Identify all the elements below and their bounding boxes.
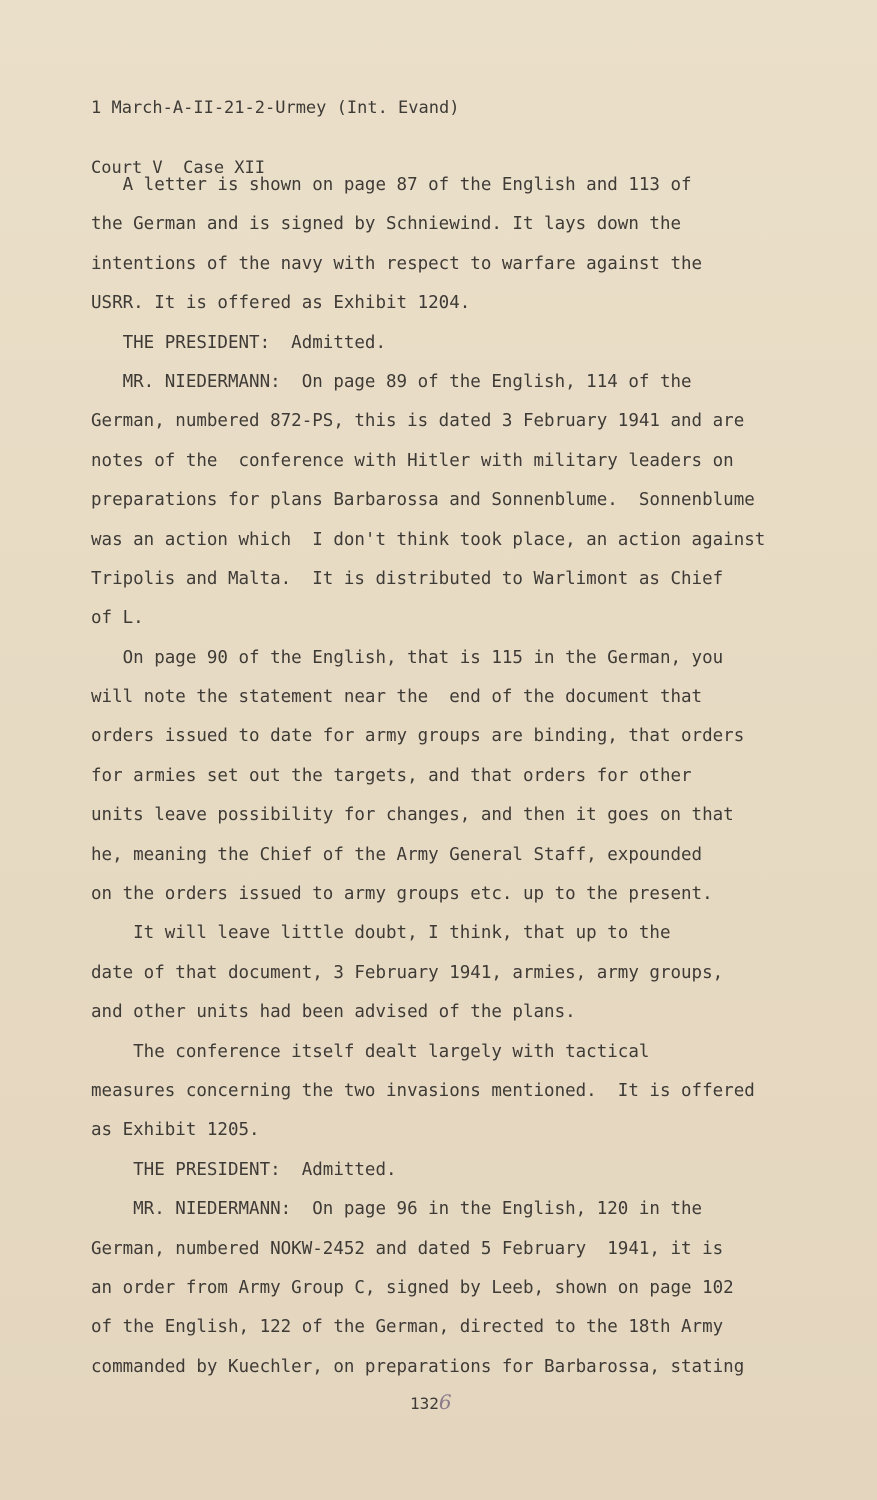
text-line: for armies set out the targets, and that orders for other: [91, 765, 692, 786]
text-line: German, numbered 872-PS, this is dated 3 February 1941 and are: [91, 411, 745, 432]
text-line: THE PRESIDENT: Admitted.: [91, 332, 387, 353]
page-number-handwritten: 6: [438, 1390, 452, 1414]
text-line: date of that document, 3 February 1941, armies, army groups,: [91, 962, 724, 983]
text-line: units leave possibility for changes, and then it goes on that: [91, 805, 734, 826]
header-line-2: Court V Case XII: [91, 158, 265, 178]
text-line: MR. NIEDERMANN: On page 96 in the English, 120 in the: [91, 1199, 703, 1220]
text-line: and other units had been advised of the plans.: [91, 1002, 576, 1023]
text-line: will note the statement near the end of the document that: [91, 687, 703, 708]
text-line: German, numbered NOKW-2452 and dated 5 February 1941, it is: [91, 1238, 724, 1259]
text-line: It will leave little doubt, I think, that up to the: [91, 923, 671, 944]
text-line: notes of the conference with Hitler with military leaders on: [91, 450, 734, 471]
text-line: On page 90 of the English, that is 115 in the German, you: [91, 647, 724, 668]
text-line: an order from Army Group C, signed by Leeb, shown on page 102: [91, 1277, 734, 1298]
text-line: orders issued to date for army groups are binding, that orders: [91, 726, 745, 747]
text-line: he, meaning the Chief of the Army General Staff, expounded: [91, 844, 703, 865]
page-number: [410, 1390, 452, 1414]
text-line: as Exhibit 1205.: [91, 1120, 260, 1141]
text-line: A letter is shown on page 87 of the English and 113 of: [91, 175, 692, 195]
text-line: of the English, 122 of the German, directed to the 18th Army: [91, 1317, 724, 1338]
text-line: MR. NIEDERMANN: On page 89 of the English, 114 of the: [91, 371, 692, 392]
text-line: preparations for plans Barbarossa and Sonnenblume. Sonnenblume: [91, 490, 755, 511]
text-line: was an action which I don't think took place, an action against: [91, 529, 766, 550]
page-number-typed: 132: [410, 1394, 439, 1413]
text-line: commanded by Kuechler, on preparations for Barbarossa, stating: [91, 1356, 745, 1377]
text-line: on the orders issued to army groups etc. up to the present.: [91, 884, 713, 905]
header-line-1: 1 March-A-II-21-2-Urmey (Int. Evand): [91, 98, 460, 118]
text-line: USRR. It is offered as Exhibit 1204.: [91, 293, 471, 314]
transcript-body: [91, 166, 851, 1387]
text-line: The conference itself dealt largely with tactical: [91, 1041, 650, 1062]
text-line: intentions of the navy with respect to warfare against the: [91, 253, 703, 274]
text-line: THE PRESIDENT: Admitted.: [91, 1159, 397, 1180]
text-line: Tripolis and Malta. It is distributed to Warlimont as Chief: [91, 568, 724, 589]
text-line: of L.: [91, 608, 144, 629]
text-line: the German and is signed by Schniewind. It lays down the: [91, 214, 682, 235]
text-line: measures concerning the two invasions mentioned. It is offered: [91, 1080, 755, 1101]
